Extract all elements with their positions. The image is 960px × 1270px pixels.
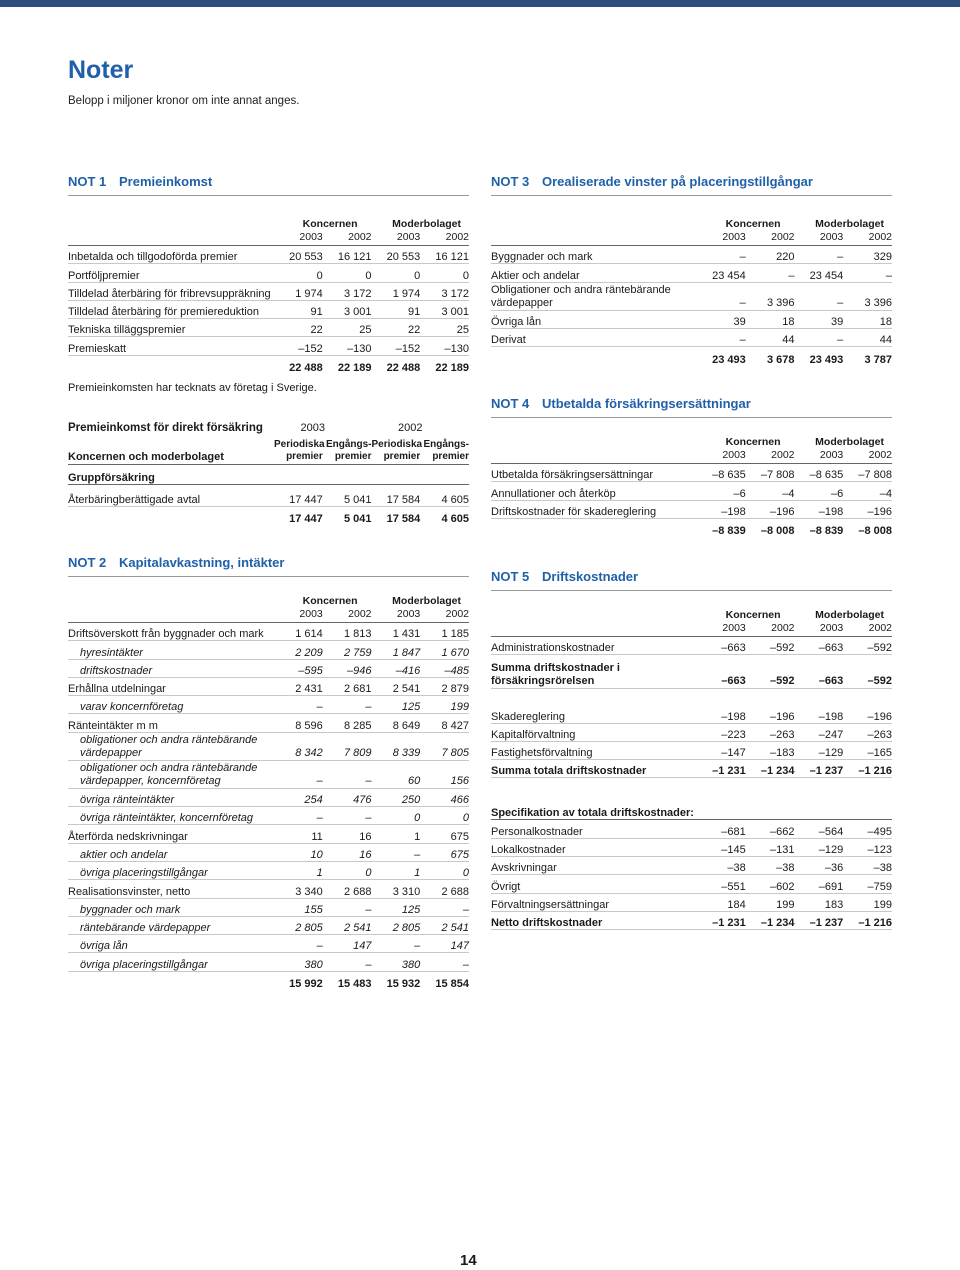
year-header: 2002 — [746, 231, 795, 246]
not4-total-row: –8 839 –8 008 –8 839 –8 008 — [712, 525, 892, 538]
year-header: 2003 — [274, 608, 323, 623]
not5-sum-a-row: Summa driftskostnader i försäkringsrörelsen –663 –592 –663 –592 — [491, 655, 892, 689]
not2-section — [68, 555, 469, 990]
direct-year-2003: 2003 — [300, 422, 325, 435]
year-header: 2003 — [795, 449, 844, 464]
not5-section — [491, 569, 892, 930]
page-number: 14 — [460, 1252, 477, 1269]
table-row: Övriga lån 39 18 39 18 — [491, 310, 892, 328]
col-engangs: Engångs- premier — [420, 434, 469, 464]
not2-group-moderbolaget: Moderbolaget — [392, 595, 461, 607]
not3-group-moderbolaget: Moderbolaget — [815, 218, 884, 230]
direct-total-row: 17 447 5 041 17 584 4 605 — [289, 513, 469, 526]
table-row: varav koncernföretag – – 125 199 — [68, 696, 469, 714]
year-header: 2002 — [843, 622, 892, 637]
table-row: Premieskatt –152 –130 –152 –130 — [68, 337, 469, 355]
year-header: 2003 — [372, 608, 421, 623]
not3-table — [491, 218, 892, 366]
not1-title: Premieinkomst — [119, 174, 213, 189]
top-bar — [0, 0, 960, 7]
not1-table — [68, 218, 469, 374]
table-row: Återförda nedskrivningar 11 16 1 675 — [68, 825, 469, 843]
table-row: byggnader och mark 155 – 125 – — [68, 898, 469, 916]
table-row: Annullationer och återköp –6 –4 –6 –4 — [491, 482, 892, 500]
year-header: 2002 — [843, 231, 892, 246]
table-row: övriga placeringstillgångar 380 – 380 – — [68, 953, 469, 971]
not5-number: NOT 5 — [491, 569, 530, 584]
table-row: Realisationsvinster, netto 3 340 2 688 3 310 2 688 — [68, 880, 469, 898]
table-row: Förvaltningsersättningar 184 199 183 199 — [491, 893, 892, 911]
not3-total-row: 23 493 3 678 23 493 3 787 — [712, 353, 892, 366]
not1-heading — [68, 174, 469, 196]
col-periodiska: Periodiska premier — [372, 434, 421, 464]
not5-title: Driftskostnader — [542, 569, 639, 584]
direct-insurance-table — [68, 416, 469, 525]
year-header: 2002 — [843, 449, 892, 464]
year-header: 2003 — [697, 622, 746, 637]
year-header: 2003 — [697, 231, 746, 246]
year-header: 2002 — [746, 622, 795, 637]
table-row: Utbetalda försäkringsersättningar –8 635 –7 808 –8 635 –7 808 — [491, 464, 892, 482]
table-row: Tilldelad återbäring för premiereduktion 91 3 001 91 3 001 — [68, 300, 469, 318]
not4-table — [491, 436, 892, 537]
page-subtitle: Belopp i miljoner kronor om inte annat anges. — [68, 95, 300, 107]
not1-note: Premieinkomsten har tecknats av företag i Sverige. — [68, 382, 317, 394]
col-periodiska: Periodiska premier — [274, 434, 323, 464]
not4-number: NOT 4 — [491, 396, 530, 411]
table-row: räntebärande värdepapper 2 805 2 541 2 805 2 541 — [68, 916, 469, 934]
direct-subheading: Koncernen och moderbolaget — [68, 434, 274, 464]
year-header: 2002 — [420, 608, 469, 623]
not2-number: NOT 2 — [68, 555, 107, 570]
not5-net-row: Netto driftskostnader –1 231 –1 234 –1 237 –1 216 — [491, 911, 892, 929]
year-header: 2003 — [274, 231, 323, 246]
not3-group-koncernen: Koncernen — [725, 218, 781, 230]
table-row: Tekniska tilläggspremier 22 25 22 25 — [68, 319, 469, 337]
table-row: aktier och andelar 10 16 – 675 — [68, 843, 469, 861]
year-header: 2003 — [795, 231, 844, 246]
not5-group-koncernen: Koncernen — [725, 609, 781, 621]
not1-number: NOT 1 — [68, 174, 107, 189]
table-row: Obligationer och andra räntebärande värdepapper – 3 396 – 3 396 — [491, 283, 892, 309]
table-row: Skadereglering –198 –196 –198 –196 — [491, 705, 892, 723]
table-row: Aktier och andelar 23 454 – 23 454 – — [491, 264, 892, 282]
table-row: Återbäringberättigade avtal 17 447 5 041 17 584 4 605 — [68, 484, 469, 506]
year-header: 2003 — [372, 231, 421, 246]
not2-title: Kapitalavkastning, intäkter — [119, 555, 285, 570]
table-row: Erhållna utdelningar 2 431 2 681 2 541 2 879 — [68, 677, 469, 695]
table-row: Derivat – 44 – 44 — [491, 328, 892, 346]
table-row: driftskostnader –595 –946 –416 –485 — [68, 659, 469, 677]
not3-section — [491, 174, 892, 366]
table-row: Tilldelad återbäring för fribrevsuppräkning 1 974 3 172 1 974 3 172 — [68, 282, 469, 300]
table-row: obligationer och andra räntebärande värdepapper 8 342 7 809 8 339 7 805 — [68, 732, 469, 760]
not1-total-row: 22 488 22 189 22 488 22 189 — [289, 362, 469, 375]
not3-title: Orealiserade vinster på placeringstillgångar — [542, 174, 813, 189]
not1-group-koncernen: Koncernen — [302, 218, 358, 230]
direct-insurance-section — [68, 416, 469, 525]
not2-total-row: 15 992 15 483 15 932 15 854 — [289, 978, 469, 991]
year-header: 2003 — [795, 622, 844, 637]
not2-table — [68, 595, 469, 990]
direct-group: Gruppförsäkring — [68, 464, 469, 484]
direct-year-2002: 2002 — [398, 422, 423, 435]
not2-heading — [68, 555, 469, 577]
not3-number: NOT 3 — [491, 174, 530, 189]
year-header: 2002 — [323, 231, 372, 246]
not4-group-moderbolaget: Moderbolaget — [815, 436, 884, 448]
year-header: 2002 — [746, 449, 795, 464]
year-header: 2002 — [323, 608, 372, 623]
not5-spec-heading: Specifikation av totala driftskostnader: — [491, 798, 892, 820]
year-header: 2003 — [697, 449, 746, 464]
table-row: Avskrivningar –38 –38 –36 –38 — [491, 857, 892, 875]
table-row: Inbetalda och tillgodoförda premier 20 553 16 121 20 553 16 121 — [68, 246, 469, 264]
not1-group-moderbolaget: Moderbolaget — [392, 218, 461, 230]
not5-table — [491, 609, 892, 930]
not2-group-koncernen: Koncernen — [302, 595, 358, 607]
not3-heading — [491, 174, 892, 196]
table-row: Driftskostnader för skadereglering –198 –196 –198 –196 — [491, 500, 892, 518]
page-title: Noter — [68, 56, 134, 84]
not5-sum-b-row: Summa totala driftskostnader –1 231 –1 234 –1 237 –1 216 — [491, 760, 892, 778]
table-row: övriga ränteintäkter 254 476 250 466 — [68, 788, 469, 806]
table-row: Lokalkostnader –145 –131 –129 –123 — [491, 838, 892, 856]
table-row: Byggnader och mark – 220 – 329 — [491, 246, 892, 264]
not4-title: Utbetalda försäkringsersättningar — [542, 396, 751, 411]
not4-heading — [491, 396, 892, 418]
table-row: Driftsöverskott från byggnader och mark 1 614 1 813 1 431 1 185 — [68, 623, 469, 641]
table-row: övriga lån – 147 – 147 — [68, 935, 469, 953]
not5-heading — [491, 569, 892, 591]
not5-group-moderbolaget: Moderbolaget — [815, 609, 884, 621]
table-row: övriga ränteintäkter, koncernföretag – – 0 0 — [68, 807, 469, 825]
table-row: Fastighetsförvaltning –147 –183 –129 –165 — [491, 741, 892, 759]
table-row: Övrigt –551 –602 –691 –759 — [491, 875, 892, 893]
table-row: Administrationskostnader –663 –592 –663 –592 — [491, 637, 892, 655]
table-row: övriga placeringstillgångar 1 0 1 0 — [68, 861, 469, 879]
table-row: obligationer och andra räntebärande värdepapper, koncernföretag – – 60 156 — [68, 760, 469, 788]
table-row: Portföljpremier 0 0 0 0 — [68, 264, 469, 282]
table-row: Kapitalförvaltning –223 –263 –247 –263 — [491, 723, 892, 741]
not4-group-koncernen: Koncernen — [725, 436, 781, 448]
not1-section — [68, 174, 469, 374]
col-engangs: Engångs- premier — [323, 434, 372, 464]
not4-section — [491, 396, 892, 537]
table-row: Personalkostnader –681 –662 –564 –495 — [491, 820, 892, 838]
year-header: 2002 — [420, 231, 469, 246]
table-row: hyresintäkter 2 209 2 759 1 847 1 670 — [68, 641, 469, 659]
table-row: Ränteintäkter m m 8 596 8 285 8 649 8 427 — [68, 714, 469, 732]
direct-heading: Premieinkomst för direkt försäkring — [68, 422, 263, 435]
